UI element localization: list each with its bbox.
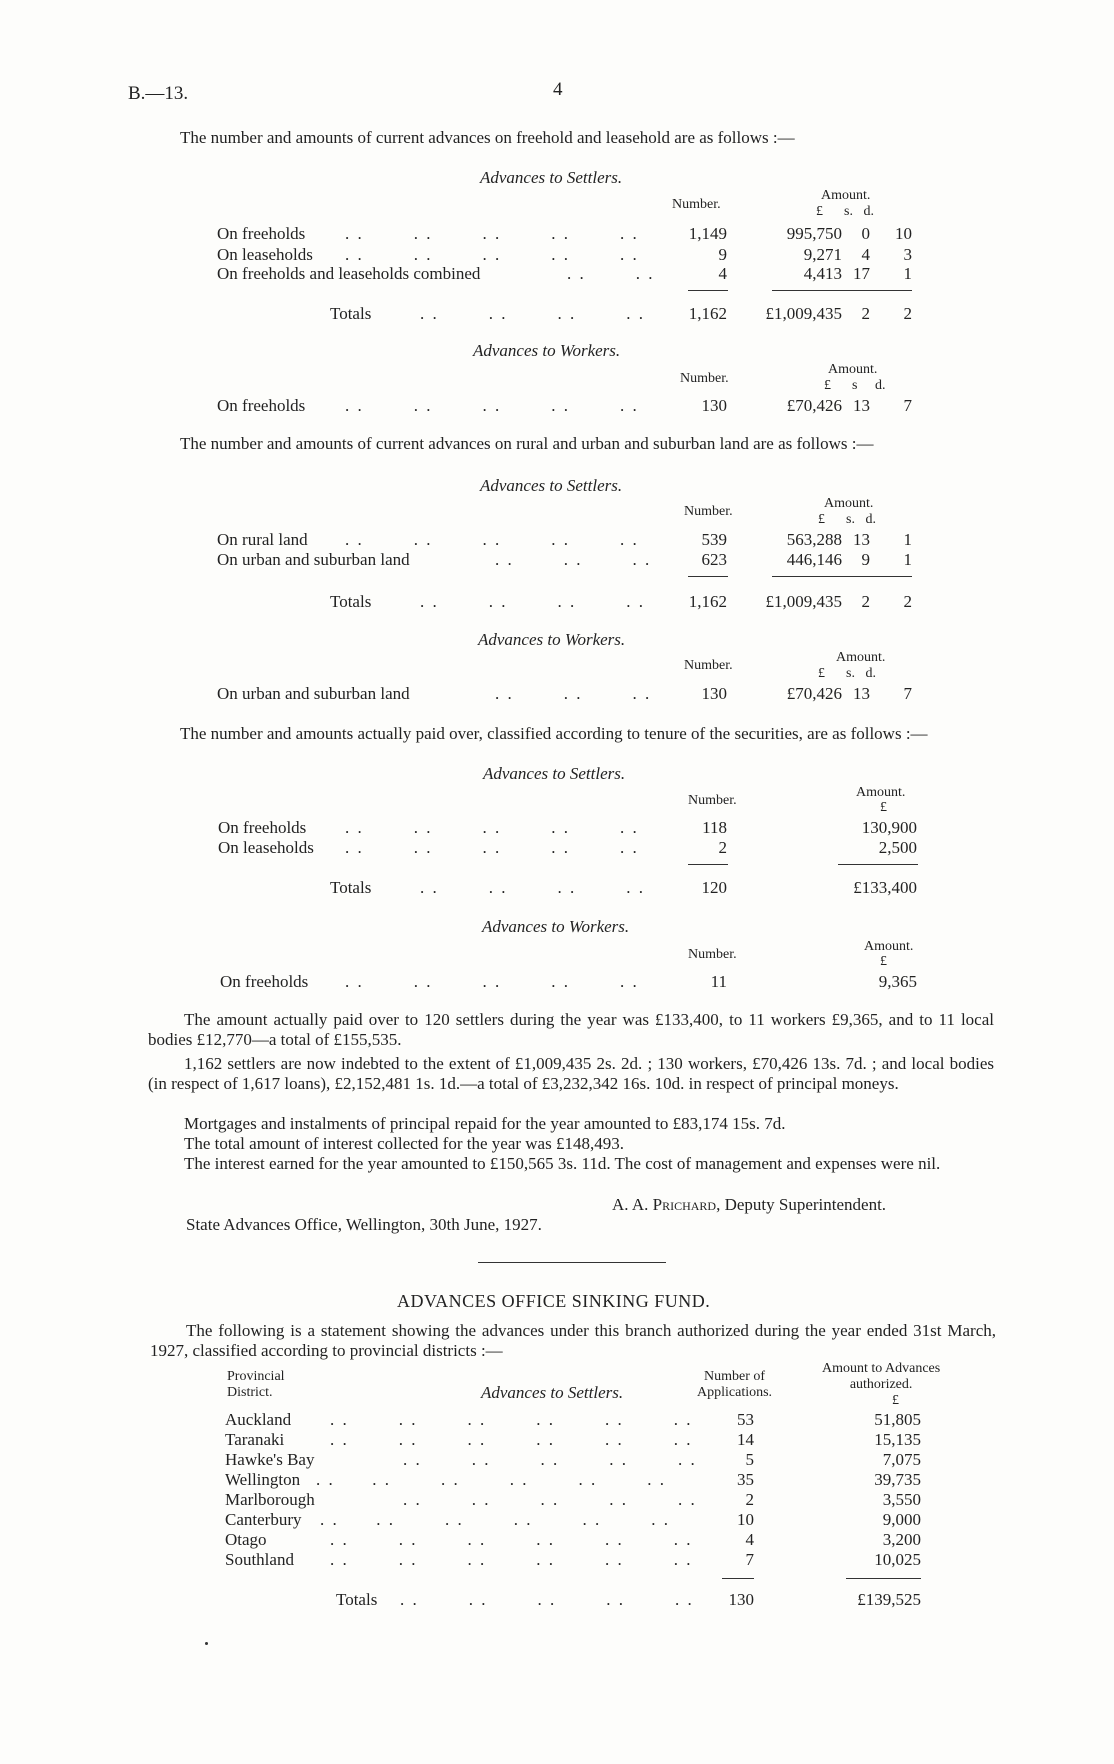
row-pounds: 446,146 [786,550,842,569]
district-name: Hawke's Bay [225,1450,315,1469]
leader-dots: . . . . . . . . . . [345,838,639,857]
subtotal-rule [772,576,912,577]
col-amount-header: Amount. [836,650,886,665]
col-units-header: £ s. d. [816,204,874,219]
section2-settlers-heading: Advances to Settlers. [480,476,623,495]
totals-label: Totals [330,878,372,897]
col-district-header: Provincial District. [227,1369,285,1400]
col-amount-header: Amount. [824,496,874,511]
subtotal-rule [838,864,918,865]
subtotal-rule [688,290,728,291]
district-amount: 3,200 [882,1530,921,1549]
section-divider [478,1262,666,1263]
row-label: On rural land [217,530,308,549]
district-applications: 53 [737,1410,754,1429]
signature-initials: A. A. [612,1195,653,1214]
col-applications-header: Number of Applications. [697,1369,773,1400]
totals-number: 1,162 [688,592,727,611]
row-amount: 2,500 [878,838,917,857]
row-label: On freeholds [217,224,306,243]
row-shillings: 13 [853,396,870,415]
paragraph: The interest earned for the year amounted to £150,565 3s. 11d. The cost of management and expenses were nil. [184,1154,941,1173]
district-amount: 3,550 [882,1490,921,1509]
section2-workers-heading: Advances to Workers. [478,630,626,649]
leader-dots: . . . . . . . . . . . . [316,1470,666,1489]
col-units-header: £ [892,1393,899,1408]
row-number: 11 [710,972,727,991]
row-label: On leaseholds [218,838,314,857]
totals-pence: 2 [903,592,912,611]
leader-dots: . . . . . . . . [420,304,645,323]
row-number: 2 [718,838,727,857]
office-date-line: State Advances Office, Wellington, 30th June, 1927. [186,1215,542,1234]
totals-amount: £133,400 [853,878,917,897]
leader-dots: . . . . [567,264,655,283]
row-pence: 7 [903,396,912,415]
row-pounds: 995,750 [786,224,842,243]
district-name: Otago [225,1530,267,1549]
totals-amount: £139,525 [857,1590,921,1609]
section3-intro: The number and amounts actually paid over, classified according to tenure of the securities, are as follows :— [180,724,928,743]
row-pounds: 9,271 [803,245,842,264]
section3-settlers-heading: Advances to Settlers. [483,764,626,783]
section1-workers-heading: Advances to Workers. [473,341,621,360]
totals-pounds: £1,009,435 [765,304,842,323]
totals-label: Totals [336,1590,378,1609]
col-number-header: Number. [672,197,721,212]
leader-dots: . . . . . . . . . . [400,1590,694,1609]
row-label: On freeholds [217,396,306,415]
row-label: On urban and suburban land [217,550,410,569]
totals-applications: 130 [728,1590,754,1609]
row-shillings: 4 [861,245,870,264]
col-units-header: £ [880,800,887,815]
row-number: 130 [701,684,727,703]
totals-label: Totals [330,304,372,323]
subtotal-rule [688,864,728,865]
totals-shillings: 2 [861,304,870,323]
district-name: Canterbury [225,1510,302,1529]
row-pence: 1 [903,550,912,569]
row-shillings: 0 [861,224,870,243]
document-reference: B.—13. [128,83,189,104]
district-amount: 7,075 [882,1450,921,1469]
col-number-header: Number. [680,371,729,386]
row-label: On freeholds [218,818,307,837]
col-number-header: Number. [684,504,733,519]
row-label: On leaseholds [217,245,313,264]
col-units-header: £ s d. [824,378,886,393]
totals-label: Totals [330,592,372,611]
district-applications: 7 [745,1550,754,1569]
row-pounds: 4,413 [803,264,842,283]
row-label: On urban and suburban land [217,684,410,703]
row-pence: 3 [903,245,912,264]
district-name: Marlborough [225,1490,315,1509]
district-amount: 9,000 [882,1510,921,1529]
totals-shillings: 2 [861,592,870,611]
leader-dots: . . . . . . . . . . [345,245,639,264]
row-pounds: £70,426 [786,396,842,415]
district-amount: 51,805 [874,1410,921,1429]
row-shillings: 13 [853,684,870,703]
row-pence: 7 [903,684,912,703]
subtotal-rule [722,1578,754,1579]
leader-dots: . . . . . . . . . . [345,530,639,549]
row-label: On freeholds and leaseholds combined [217,264,481,283]
district-applications: 4 [745,1530,754,1549]
paragraph: The amount actually paid over to 120 settlers during the year was £133,400, to 11 workers £9,365, and to 11 local bodies £12,770—a total of £155,535. [148,1010,994,1049]
leader-dots: . . . . . . . . . . [403,1490,697,1509]
col-amount-header: Amount. [828,362,878,377]
row-pence: 1 [903,264,912,283]
leader-dots: . . . . . . . . . . [345,818,639,837]
subtotal-rule [688,576,728,577]
col-units-header: £ s. d. [818,666,876,681]
sinking-fund-heading: Advances to Settlers. [481,1383,624,1402]
leader-dots: . . . . . . . . . . [403,1450,697,1469]
row-pounds: 563,288 [786,530,842,549]
row-pence: 10 [895,224,912,243]
row-shillings: 9 [861,550,870,569]
col-amount-header: Amount. [864,939,914,954]
leader-dots: . . . . . . . . . . . . [330,1530,693,1549]
sinking-fund-title: ADVANCES OFFICE SINKING FUND. [397,1291,711,1311]
col-units-header: £ [880,954,887,969]
leader-dots: . . . . . . . . . . [345,396,639,415]
district-applications: 14 [737,1430,754,1449]
row-amount: 130,900 [861,818,917,837]
leader-dots: . . . . . . . . [420,592,645,611]
section1-intro: The number and amounts of current advances on freehold and leasehold are as follows :— [180,128,795,147]
col-number-header: Number. [688,947,737,962]
totals-number: 120 [701,878,727,897]
row-shillings: 13 [853,530,870,549]
leader-dots: . . . . . . . . [420,878,645,897]
district-amount: 39,735 [874,1470,921,1489]
section2-intro: The number and amounts of current advances on rural and urban and suburban land are as follows :— [180,434,874,453]
row-number: 623 [701,550,727,569]
row-pounds: £70,426 [786,684,842,703]
paragraph: Mortgages and instalments of principal repaid for the year amounted to £83,174 15s. 7d. [184,1114,786,1133]
subtotal-rule [846,1578,921,1579]
col-units-header: £ s. d. [818,512,876,527]
row-number: 118 [702,818,727,837]
signature-name: Prichard [652,1195,717,1214]
signature-title: , Deputy Superintendent. [716,1195,887,1214]
district-name: Taranaki [225,1430,285,1449]
col-number-header: Number. [684,658,733,673]
district-amount: 15,135 [874,1430,921,1449]
row-label: On freeholds [220,972,309,991]
district-applications: 2 [745,1490,754,1509]
col-amount-header: Amount to Advances authorized. [822,1361,941,1392]
totals-pence: 2 [903,304,912,323]
district-name: Southland [225,1550,294,1569]
row-number: 1,149 [688,224,727,243]
district-name: Wellington [225,1470,301,1489]
subtotal-rule [772,290,912,291]
paragraph: 1,162 settlers are now indebted to the extent of £1,009,435 2s. 2d. ; 130 workers, £70,426 13s. 7d. ; and local bodies (in respect of 1,617 loans), £2,152,481 1s. 1d.—a total of £3,232,342 16s. 10d. in respect of principal moneys. [148,1054,994,1093]
totals-number: 1,162 [688,304,727,323]
page-number: 4 [553,79,563,100]
leader-dots: . . . . . . [495,550,652,569]
district-applications: 10 [737,1510,754,1529]
section3-workers-heading: Advances to Workers. [482,917,630,936]
leader-dots: . . . . . . . . . . . . [320,1510,670,1529]
district-name: Auckland [225,1410,292,1429]
leader-dots: . . . . . . . . . . [345,972,639,991]
row-number: 4 [718,264,727,283]
row-number: 539 [701,530,727,549]
row-number: 9 [718,245,727,264]
col-number-header: Number. [688,793,737,808]
leader-dots: . . . . . . . . . . . . [330,1550,693,1569]
row-number: 130 [701,396,727,415]
row-shillings: 17 [853,264,870,283]
print-speck [205,1642,208,1645]
row-amount: 9,365 [878,972,917,991]
totals-pounds: £1,009,435 [765,592,842,611]
signature [612,1195,886,1215]
leader-dots: . . . . . . [495,684,652,703]
sinking-fund-intro: The following is a statement showing the advances under this branch authorized during the year ended 31st March, 1927, classified according to provincial districts :— [150,1321,996,1360]
row-pence: 1 [903,530,912,549]
leader-dots: . . . . . . . . . . . . [330,1430,693,1449]
paragraph: The total amount of interest collected for the year was £148,493. [184,1134,624,1153]
leader-dots: . . . . . . . . . . [345,224,639,243]
leader-dots: . . . . . . . . . . . . [330,1410,693,1429]
district-applications: 35 [737,1470,754,1489]
district-amount: 10,025 [874,1550,921,1569]
district-applications: 5 [745,1450,754,1469]
section1-settlers-heading: Advances to Settlers. [480,168,623,187]
col-amount-header: Amount. [856,785,906,800]
col-amount-header: Amount. [821,188,871,203]
